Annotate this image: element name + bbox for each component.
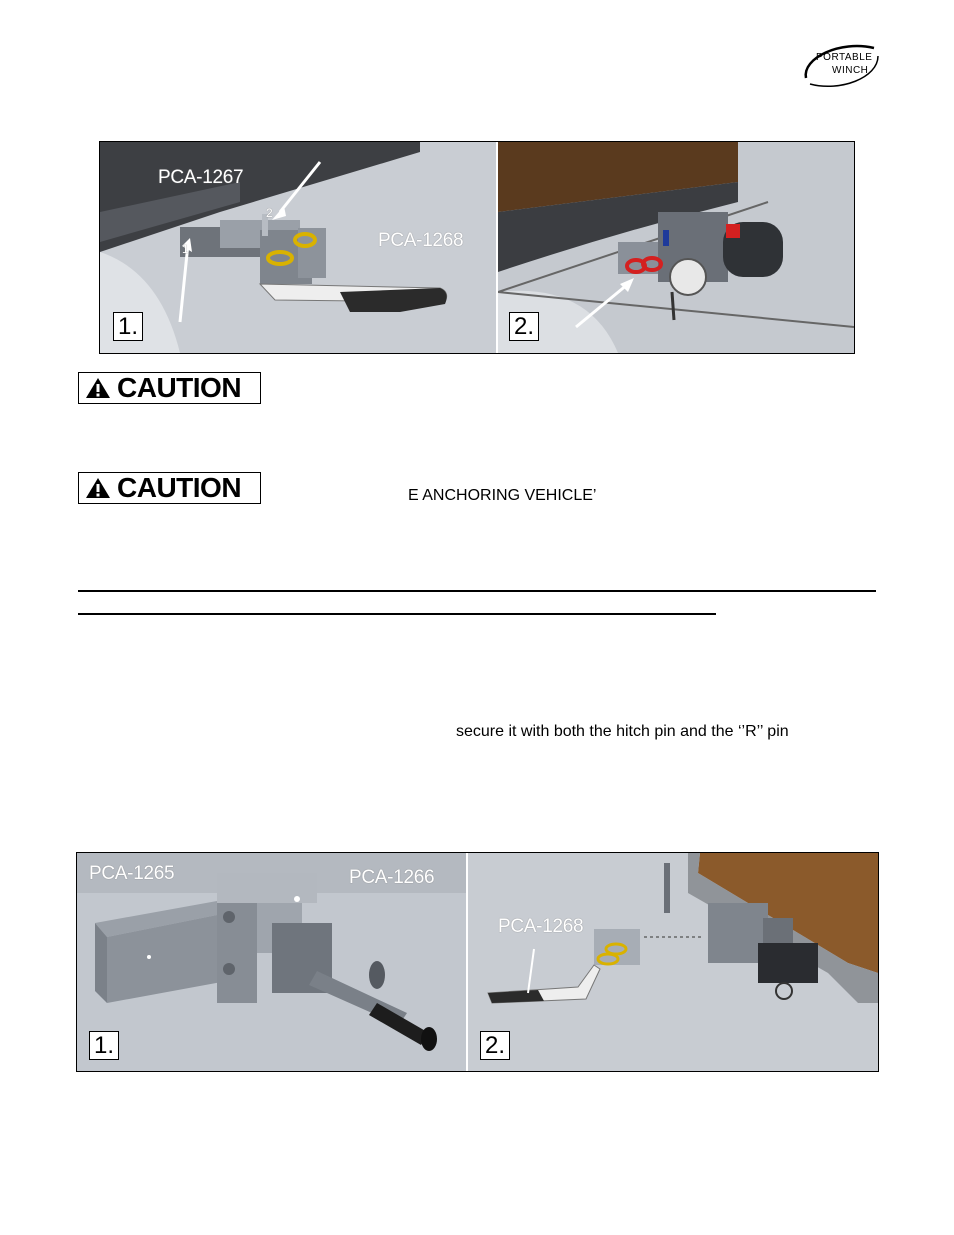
winch-mounted-illustration	[498, 142, 854, 353]
callout-pca-1265: PCA-1265	[89, 863, 175, 884]
step-label: 2.	[480, 1031, 510, 1060]
figure-hitch-mount-top	[99, 141, 855, 354]
instruction-text: secure it with both the hitch pin and the ‘’R’’ pin	[456, 723, 789, 740]
caution-label: CAUTION	[117, 472, 242, 503]
logo-text-portable: PORTABLE	[816, 52, 873, 63]
logo-text-winch: WINCH	[832, 65, 869, 76]
heading-underline	[78, 590, 876, 592]
caution-label: CAUTION	[117, 372, 242, 403]
hitch-plate-install-illustration	[468, 853, 878, 1071]
callout-pca-1266: PCA-1266	[349, 867, 435, 888]
step-label: 2.	[509, 312, 539, 341]
caution-badge	[78, 472, 261, 504]
callout-pca-1268: PCA-1268	[498, 916, 584, 937]
marker-2: 2	[266, 206, 273, 220]
callout-pca-1268: PCA-1268	[378, 230, 464, 251]
heading-underline	[78, 613, 716, 615]
figure-top-panel-2	[498, 142, 854, 353]
callout-pca-1267: PCA-1267	[158, 167, 244, 188]
marker-1: 1	[182, 242, 189, 256]
caution-text: E ANCHORING VEHICLE’	[408, 487, 597, 504]
caution-badge	[78, 372, 261, 404]
figure-hitch-mount-bottom	[76, 852, 879, 1072]
step-label: 1.	[89, 1031, 119, 1060]
figure-bottom-panel-2	[468, 853, 878, 1071]
warning-triangle-icon	[85, 377, 111, 399]
step-label: 1.	[113, 312, 143, 341]
portable-winch-logo	[800, 38, 882, 92]
warning-triangle-icon	[85, 477, 111, 499]
figure-bottom-panel-1	[77, 853, 466, 1071]
figure-top-panel-1	[100, 142, 496, 353]
